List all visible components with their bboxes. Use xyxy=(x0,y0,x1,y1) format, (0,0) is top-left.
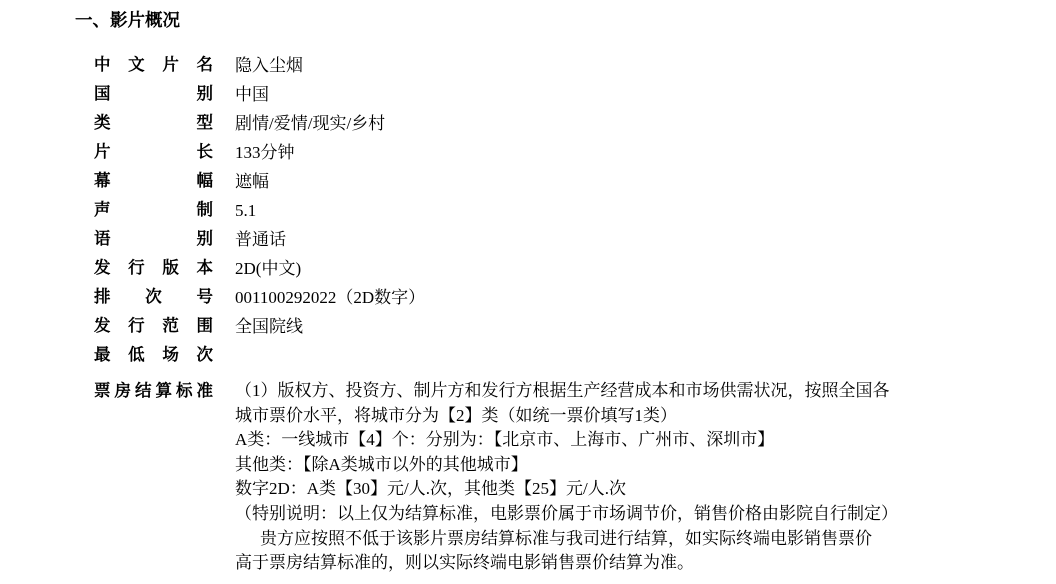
settlement-line: 贵方应按照不低于该影片票房结算标准与我司进行结算，如实际终端电影销售票价 xyxy=(260,528,872,548)
field-label: 声制 xyxy=(94,201,213,219)
field-row-runtime xyxy=(94,138,425,167)
field-row-release-scope xyxy=(94,312,425,341)
field-value: 剧情/爱情/现实/乡村 xyxy=(235,114,386,133)
settlement-line: （特别说明：以上仅为结算标准，电影票价属于市场调节价，销售价格由影院自行制定） xyxy=(235,503,898,523)
field-label: 幕幅 xyxy=(94,172,213,190)
settlement-standard-section xyxy=(94,379,898,576)
field-value: 001100292022（2D数字） xyxy=(235,288,426,307)
field-value: 中国 xyxy=(235,85,269,104)
field-label: 语别 xyxy=(94,230,213,248)
field-label: 排次号 xyxy=(94,288,213,306)
field-value: 隐入尘烟 xyxy=(235,56,303,75)
field-value: 2D(中文) xyxy=(235,259,302,278)
settlement-line: 城市票价水平，将城市分为【2】类（如统一票价填写1类） xyxy=(235,405,677,425)
field-row-chinese-title xyxy=(94,51,425,80)
field-label: 发行范围 xyxy=(94,317,213,335)
field-label: 片长 xyxy=(94,143,213,161)
field-row-minimum-screenings xyxy=(94,341,425,370)
film-info-table xyxy=(94,51,425,370)
field-row-sound xyxy=(94,196,425,225)
settlement-line: （1）版权方、投资方、制片方和发行方根据生产经营成本和市场供需状况，按照全国各 xyxy=(235,381,890,400)
field-label: 最低场次 xyxy=(94,346,213,364)
field-label: 类型 xyxy=(94,114,213,132)
field-row-country xyxy=(94,80,425,109)
field-label: 发行版本 xyxy=(94,259,213,277)
field-label: 中文片名 xyxy=(94,56,213,74)
field-value: 133分钟 xyxy=(235,143,295,162)
settlement-line: 其他类：【除A类城市以外的其他城市】 xyxy=(235,454,528,474)
field-label: 国别 xyxy=(94,85,213,103)
settlement-line: 高于票房结算标准的，则以实际终端电影销售票价结算为准。 xyxy=(235,553,694,573)
field-value: 普通话 xyxy=(235,230,286,249)
field-row-serial-number xyxy=(94,283,425,312)
field-value: 遮幅 xyxy=(235,172,269,191)
field-label: 票房结算标准 xyxy=(94,382,213,400)
field-row-release-version xyxy=(94,254,425,283)
field-value: 5.1 xyxy=(235,201,257,220)
section-title: 一、影片概况 xyxy=(75,10,180,30)
settlement-line: 数字2D：A类【30】元/人.次，其他类【25】元/人.次 xyxy=(235,479,626,499)
field-row-aspect xyxy=(94,167,425,196)
field-value: 全国院线 xyxy=(235,317,303,336)
field-row-language xyxy=(94,225,425,254)
settlement-line: A类：一线城市【4】个：分别为：【北京市、上海市、广州市、深圳市】 xyxy=(235,430,775,450)
settlement-paragraph xyxy=(235,379,898,576)
field-row-genre xyxy=(94,109,425,138)
